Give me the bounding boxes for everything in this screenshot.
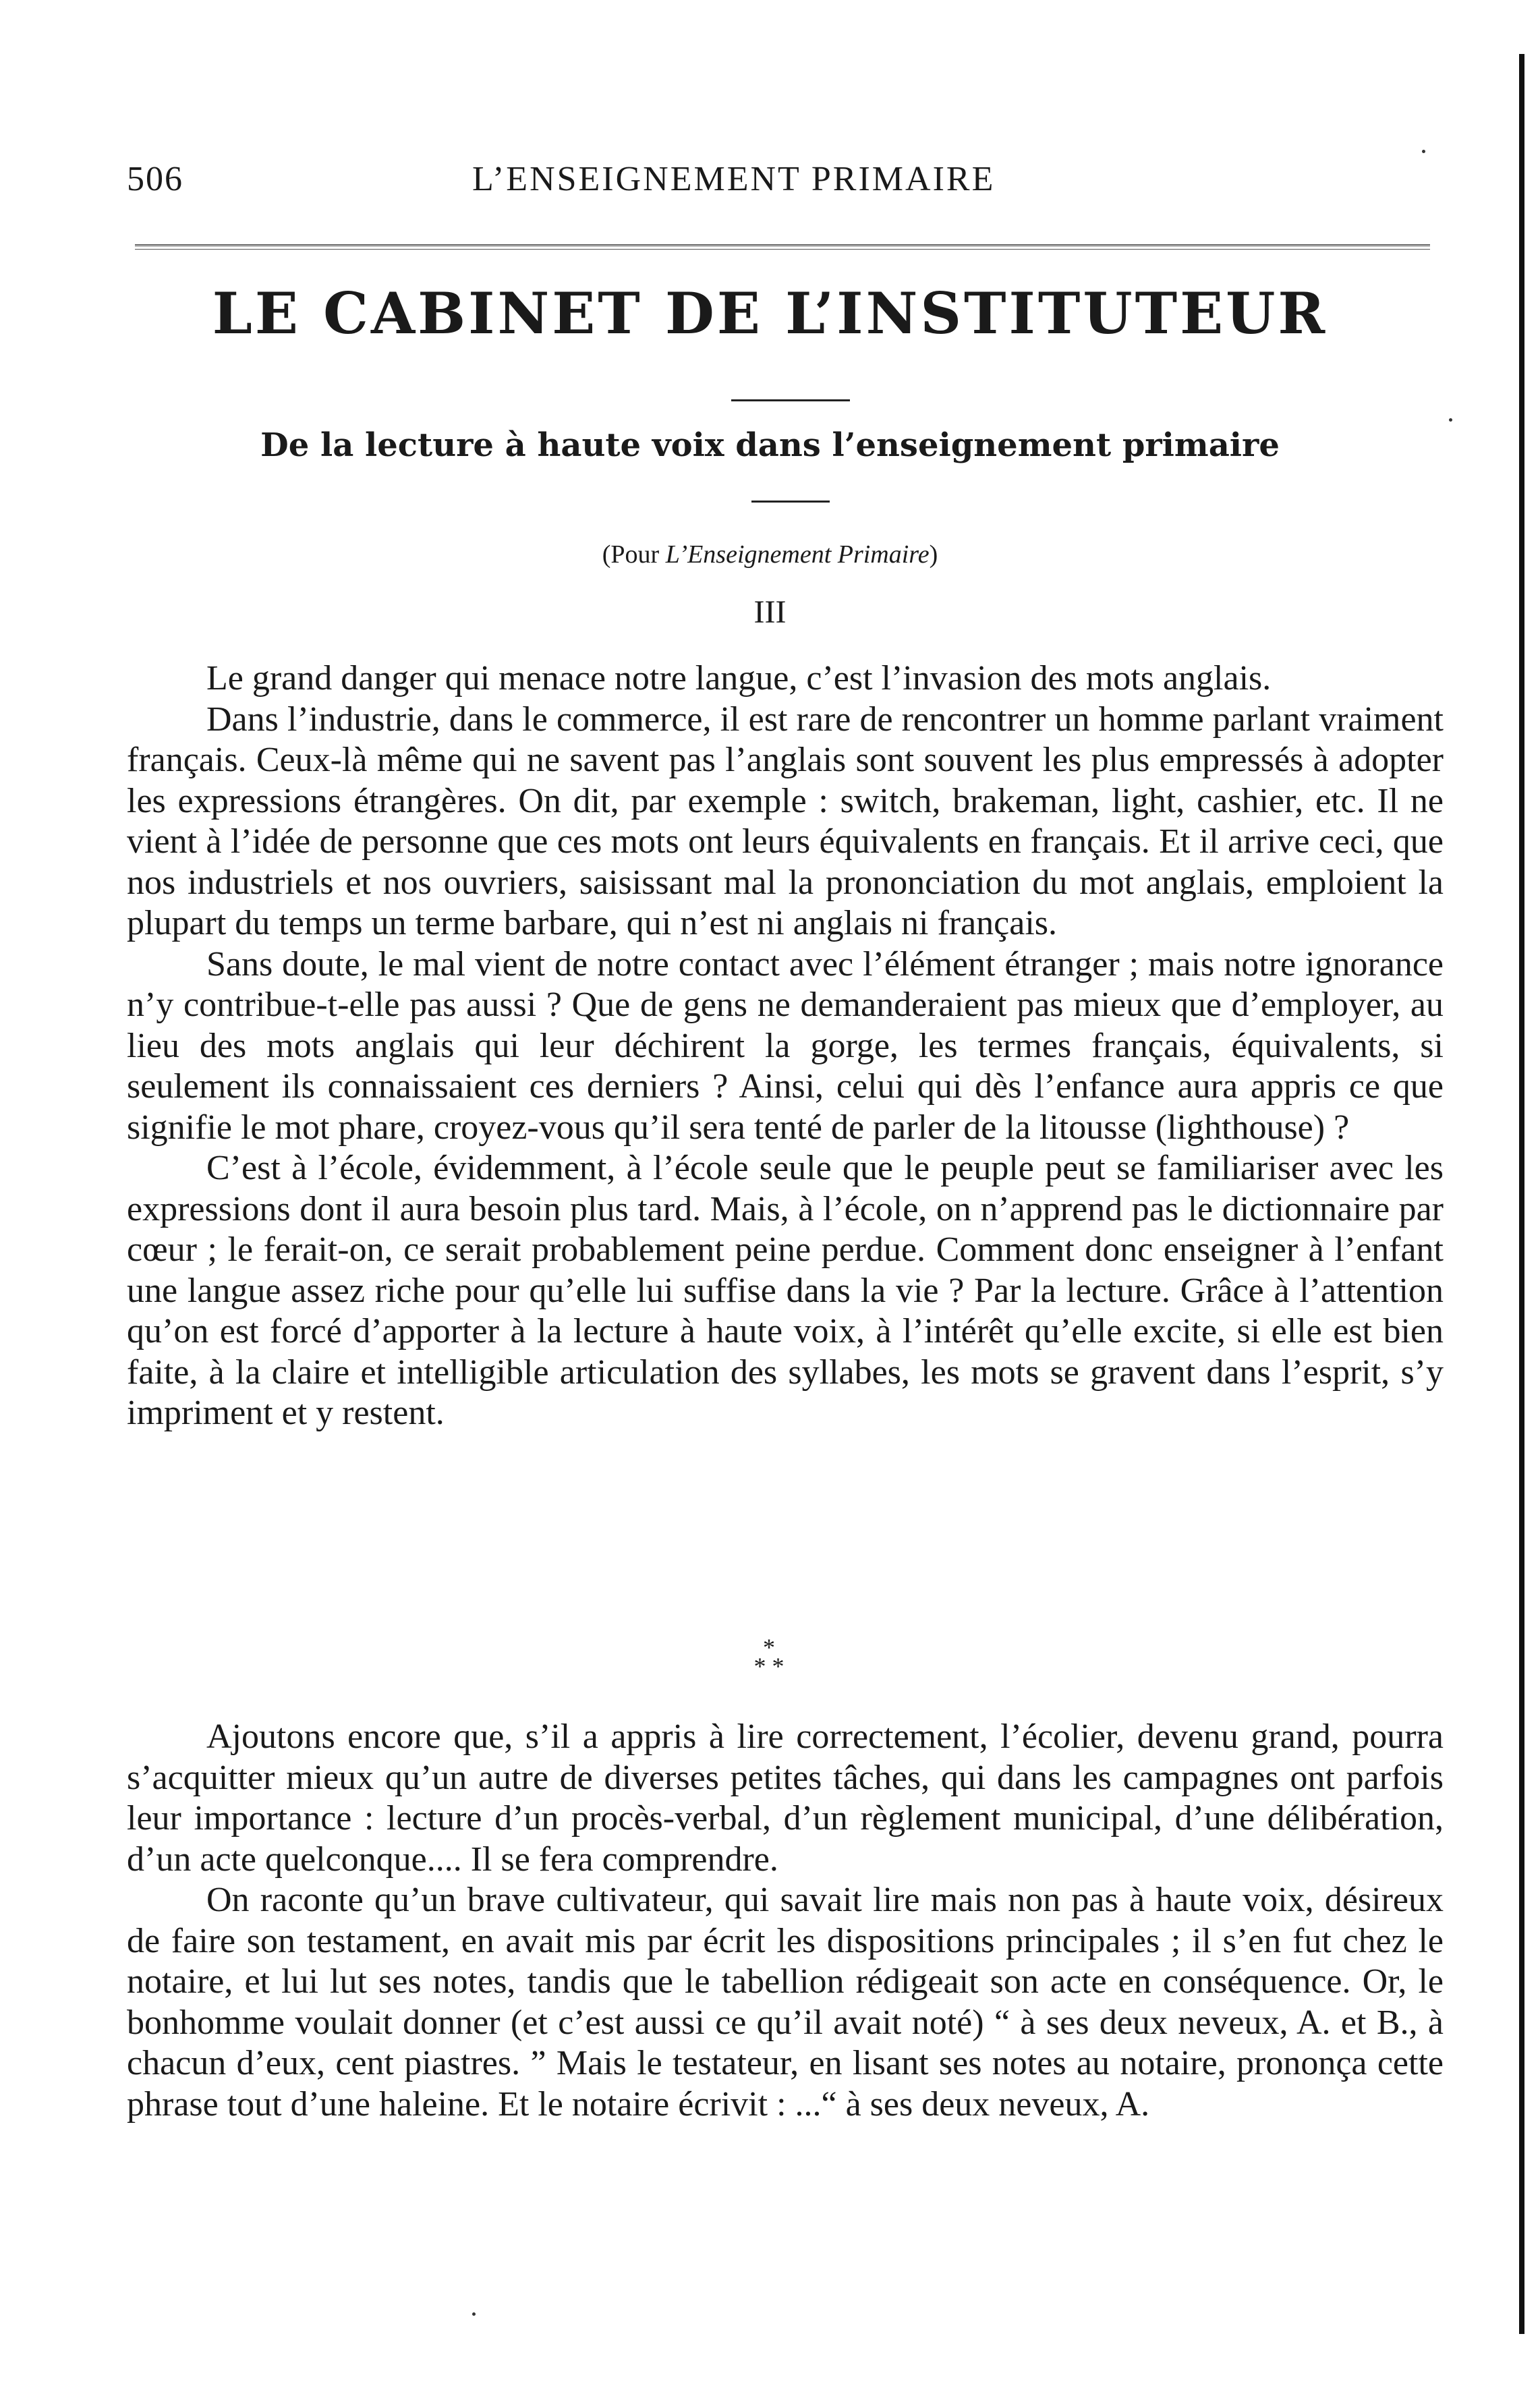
asterism-separator: * * * <box>753 1634 785 1680</box>
paragraph: On raconte qu’un brave cultivateur, qui savait lire mais non pas à haute voix, désireux de faire son testament, en avait mis par écrit les dispositions principales ; il s’en fut chez le notaire, et lui lut ses notes, tandis que le tabellion rédigeait son acte en conséquence. Or, le bonhomme voulait donner (et c’est aussi ce qu’il avait noté) “ à ses deux neveux, A. et B., à chacun d’eux, cent piastres. ” Mais le testateur, en lisant ses notes au notaire, prononça cette phrase tout d’une haleine. Et le notaire écrivit : ...“ à ses deux neveux, A. <box>127 1881 1444 2124</box>
title-divider <box>731 399 850 401</box>
attribution-open: (Pour <box>602 540 666 569</box>
scan-speck <box>1422 150 1425 153</box>
paragraph: Le grand danger qui menace notre langue, c’est l’invasion des mots anglais. <box>206 659 1272 697</box>
page-edge-bar <box>1519 54 1524 2334</box>
attribution-publication: L’Enseignement Primaire <box>665 540 930 569</box>
paragraph: C’est à l’école, évidemment, à l’école seule que le peuple peut se familiariser avec les expressions dont il aura besoin plus tard. Mais, à l’école, on n’apprend pas le dictionnaire par cœur ; le ferait-on, ce serait probablement peine perdue. Comment donc enseigner à l’enfant une langue assez riche pour qu’elle lui suffise dans la vie ? Par la lecture. Grâce à l’attention qu’on est forcé d’apporter à la lecture à haute voix, à l’intérêt qu’elle excite, si elle est bien faite, à la claire et intelligible articulation des syllabes, les mots se gravent dans l’esprit, s’y impriment et y restent. <box>127 1149 1444 1432</box>
page-number: 506 <box>127 160 183 198</box>
scan-speck <box>472 2312 476 2316</box>
attribution <box>0 540 1540 569</box>
text-block-1 <box>127 658 1444 1434</box>
header-rule <box>135 244 1430 250</box>
attribution-close: ) <box>929 540 938 569</box>
text-block-2 <box>127 1717 1444 2125</box>
part-number: III <box>753 594 787 630</box>
subtitle-divider <box>751 501 830 503</box>
section-title: LE CABINET DE L’INSTITUTEUR <box>212 280 1328 347</box>
running-head: L’ENSEIGNEMENT PRIMAIRE <box>472 160 996 198</box>
article-title: De la lecture à haute voix dans l’enseignement primaire <box>260 426 1280 464</box>
paragraph: Sans doute, le mal vient de notre contact avec l’élément étranger ; mais notre ignorance n’y contribue-t-elle pas aussi ? Que de gens ne demanderaient pas mieux que d’employer, au lieu des mots anglais qui leur déchirent la gorge, les termes français, équivalents, si seulement ils connaissaient ces derniers ? Ainsi, celui qui dès l’enfance aura appris ce que signifie le mot phare, croyez-vous qu’il sera tenté de parler de la litousse (lighthouse) ? <box>127 944 1444 1147</box>
scan-speck <box>1449 418 1452 422</box>
paragraph: Ajoutons encore que, s’il a appris à lire correctement, l’écolier, devenu grand, pourra s’acquitter mieux qu’un autre de diverses petites tâches, qui dans les campagnes ont parfois leur importance : lecture d’un procès-verbal, d’un règlement municipal, d’une délibération, d’un acte quelconque.... Il se fera comprendre. <box>127 1717 1444 1879</box>
paragraph: Dans l’industrie, dans le commerce, il est rare de rencontrer un homme parlant vraiment français. Ceux-là même qui ne savent pas l’anglais sont souvent les plus empressés à adopter les expressions étrangères. On dit, par exemple : switch, brakeman, light, cashier, etc. Il ne vient à l’idée de personne que ces mots ont leurs équivalents en français. Et il arrive ceci, que nos industriels et nos ouvriers, saisissant mal la prononciation du mot anglais, emploient la plupart du temps un terme barbare, qui n’est ni anglais ni français. <box>127 700 1444 942</box>
